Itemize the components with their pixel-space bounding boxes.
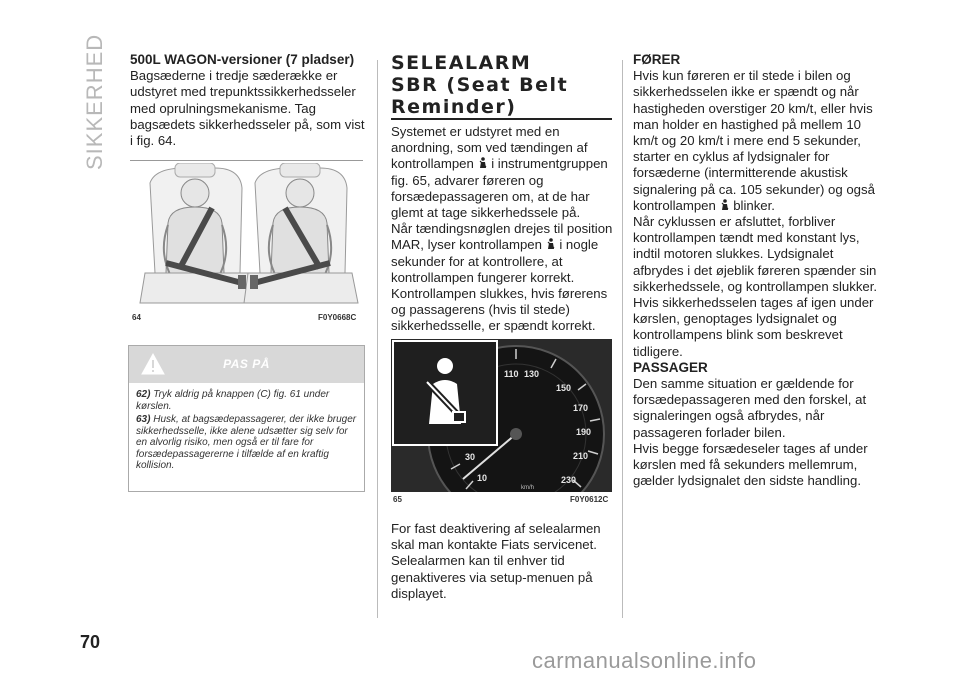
warning-item-number: 63) [136,414,151,425]
rear-seats-seatbelt-illustration [130,163,363,311]
warning-item-number: 62) [136,389,151,400]
subsection-heading: PASSAGER [633,359,708,375]
site-watermark: carmanualsonline.info [532,648,757,673]
gauge-label: 190 [576,427,592,437]
body-paragraph: Kontrollampen slukkes, hvis førerens og passagerens (hvis til stede) sikkerhedsselle, er spændt korrekt. [391,286,608,334]
gauge-label: 210 [573,451,589,461]
seatbelt-warning-icon [546,238,556,250]
section-title-line: SELEALARM [391,52,532,74]
title-underline [391,118,612,120]
warning-header [129,346,364,383]
body-paragraph: Den samme situation er gældende for forsædepassageren med den forskel, at signaleringen også afbrydes, når passageren forlader bilen. [633,376,867,440]
body-paragraph: Når cyklussen er afsluttet, forbliver kontrollampen tændt med konstant lys, indtil motoren slukkes. Lydsignalet afbrydes i det øjeblik føreren spænder sin sikkerhedssele, og kontrollampen slukker. [633,214,878,294]
gauge-label: 150 [556,383,572,393]
subsection-heading: FØRER [633,52,681,67]
figure-number: 64 [132,313,141,322]
instrument-cluster-illustration [391,339,612,492]
section-title-block [391,52,614,118]
warning-title: PAS PÅ [223,357,270,371]
section-side-tab [82,33,107,170]
paragraph-text: i instrumentgruppen fig. 65, advarer føreren og forsædepassageren om, at de har glemt at tage sikkerhedssele på. [391,156,608,221]
body-paragraph [633,68,879,214]
paragraph-text: blinker. [733,197,775,213]
subsection-heading: 500L WAGON-versioner (7 pladser) [130,52,355,67]
figure-code: F0Y0668C [318,313,357,322]
paragraph-text: i nogle sekunder for at kontrollere, at kontrollampen fungerer korrekt. [391,237,599,285]
warning-item-text: Husk, at bagsædepassagerer, der ikke bruger sikkerhedsselle, ikke alene udsætter sig selv for en alvorlig risiko, men også er til fare for forsædepassagererne i tilfælde af en kraftig kollision. [136,414,357,471]
warning-item [136,389,357,412]
body-paragraph: Hvis begge forsædeseler tages af under kørslen med få sekunders mellemrum, gælder lydsignalet den sidste handling. [633,440,868,489]
gauge-label: 30 [465,452,476,462]
column-divider-1 [377,60,378,618]
gauge-label: 130 [524,369,540,379]
section-side-tab-label: SIKKERHED [82,33,107,170]
body-paragraph [391,221,617,286]
gauge-label: 170 [573,403,589,413]
warning-box [128,345,365,492]
figure-top-rule [130,160,363,161]
body-paragraph [391,124,617,221]
gauge-label: 110 [504,369,519,379]
section-title-line: Reminder) [391,96,517,118]
body-paragraph: Bagsæderne i tredje sæderække er udstyret med trepunktssikkerhedsseler med oprulningsmekanisme. Tag bagsædets sikkerhedsseler på, som vist i fig. 64. [130,68,365,149]
figure-code: F0Y0612C [570,495,609,504]
section-title-line: SBR (Seat Belt [391,74,569,96]
column-divider-2 [622,60,623,618]
figure-number: 65 [393,495,402,504]
column-2-bottom-text [391,521,617,602]
body-paragraph: For fast deaktivering af selealarmen skal man kontakte Fiats servicenet. Selealarmen kan til enhver tid genaktiveres via setup-menuen på displayet. [391,521,601,601]
gauge-label: 10 [477,473,488,483]
paragraph-text: Systemet er udstyret med en anordning, som ved tændingen af kontrollampen [391,124,588,172]
column-2-text [391,124,617,335]
seatbelt-warning-icon [720,199,730,211]
gauge-label: 230 [561,475,577,485]
warning-item [136,414,357,472]
warning-item-text: Tryk aldrig på knappen (C) fig. 61 under kørslen. [136,389,330,412]
body-paragraph: Hvis sikkerhedsselen tages af igen under kørslen, genoptages lydsignalet og kontrollampens blink som beskrevet tidligere. [633,295,874,359]
seatbelt-warning-icon [478,157,488,169]
page-number: 70 [80,632,101,652]
paragraph-text: Når tændingsnøglen drejes til position MAR, lyser kontrollampen [391,221,613,253]
column-3 [633,52,879,489]
column-1 [130,52,366,149]
paragraph-text: Hvis kun føreren er til stede i bilen og sikkerhedsselen ikke er spændt og når hastigheden overstiger 20 km/t, eller hvis man holder en hastighed på mellem 10 km/t og 20 km/t i mere end 5 sekunder, starter en cyklus af lydsignaler for forsæderne (intermitterende akustisk signalering på ca. 105 sekunder) og også kontrollampen [633,68,875,213]
warning-body [129,383,364,478]
gauge-unit: km/h [521,485,535,491]
